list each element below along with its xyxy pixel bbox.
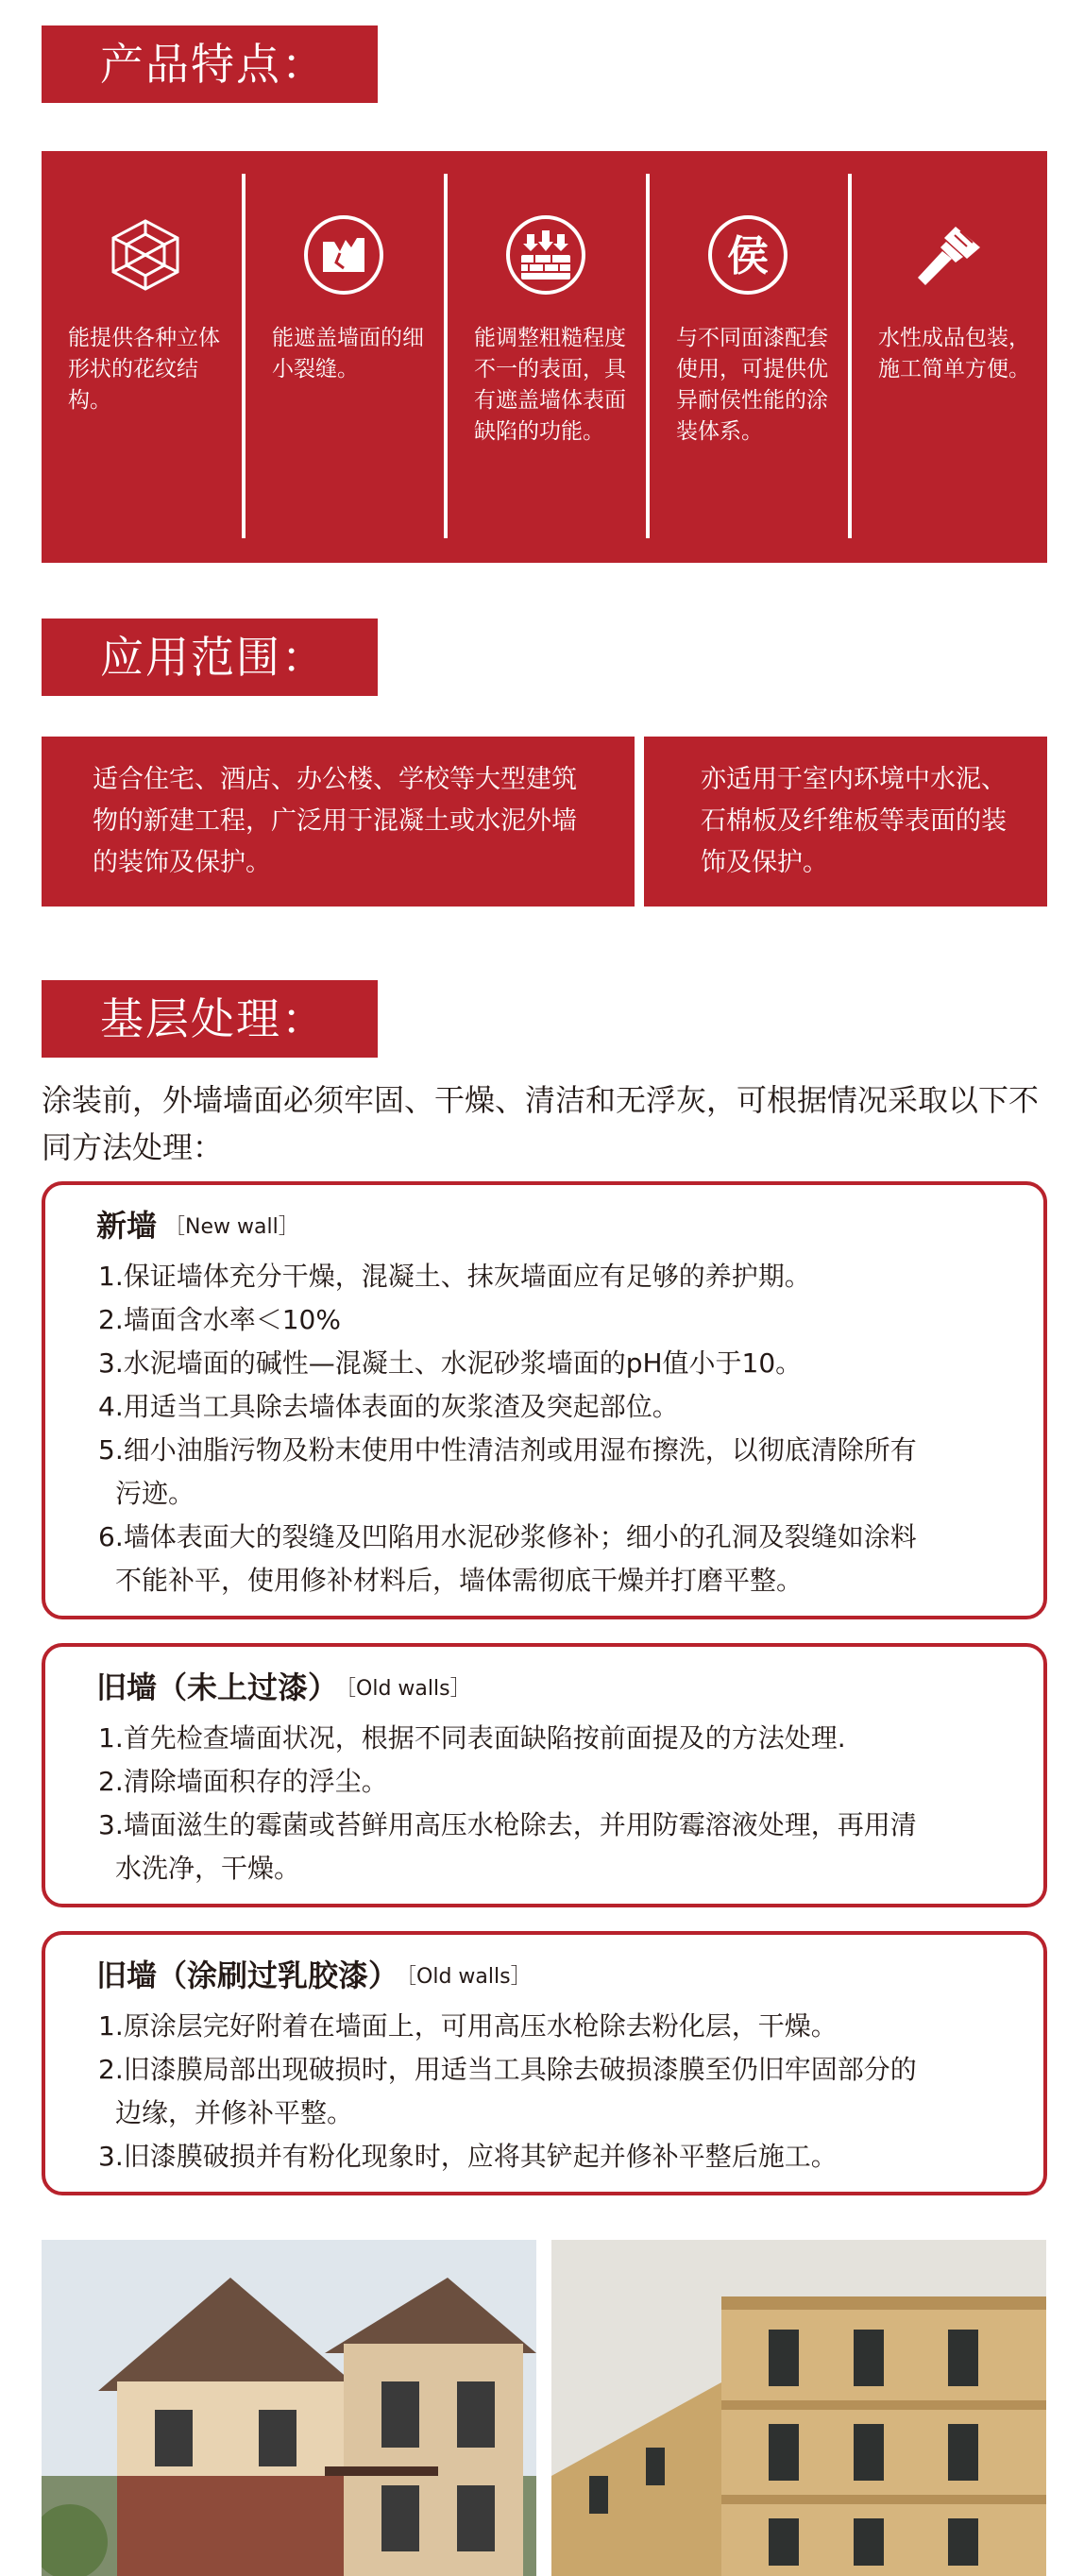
list-item [98, 1516, 1006, 1602]
old-wall-unpainted-tag: ［Old walls］ [346, 1677, 471, 1701]
base-intro: 涂装前，外墙墙面必须牢固、干燥、清洁和无浮灰，可根据情况采取以下不同方法处理： [42, 1082, 1040, 1165]
new-wall-heading [96, 1202, 299, 1251]
new-wall-tag: ［New wall］ [164, 1215, 299, 1239]
list-item [98, 1342, 1006, 1385]
feature-item [852, 151, 1047, 563]
list-item-line: 2.墙面含水率＜10% [98, 1304, 341, 1335]
list-item-line: 6.墙体表面大的裂缝及凹陷用水泥砂浆修补；细小的孔洞及裂缝如涂料 [98, 1521, 917, 1552]
old-wall-latex-box [42, 1931, 1047, 2195]
list-item [98, 1298, 1006, 1342]
old-wall-unpainted-heading [96, 1664, 471, 1713]
feature-text: 能调整粗糙程度不一的表面，具有遮盖墙体表面缺陷的功能。 [474, 326, 626, 444]
old-wall-unpainted-box [42, 1643, 1047, 1907]
feature-text: 水性成品包装，施工简单方便。 [878, 326, 1030, 381]
list-item-line: 1.保证墙体充分干燥，混凝土、抹灰墙面应有足够的养护期。 [98, 1261, 811, 1292]
list-item-line: 4.用适当工具除去墙体表面的灰浆渣及突起部位。 [98, 1391, 679, 1422]
new-wall-list [98, 1255, 1006, 1602]
feature-text: 能遮盖墙面的细小裂缝。 [272, 326, 424, 381]
brick-wall-arrows-icon [504, 213, 587, 297]
list-item [98, 1385, 1006, 1429]
list-item [98, 1760, 1006, 1804]
scope-title: 应用范围： [42, 619, 378, 696]
list-item [98, 1717, 1006, 1760]
building-photo-right [551, 2240, 1046, 2576]
feature-item [650, 151, 848, 563]
feature-item [448, 151, 646, 563]
svg-text:侯: 侯 [727, 232, 769, 280]
list-item-line: 5.细小油脂污物及粉末使用中性清洁剂或用湿布擦洗，以彻底清除所有 [98, 1434, 917, 1466]
old-wall-unpainted-title: 旧墙（未上过漆） [96, 1669, 339, 1705]
protect-char-icon [706, 213, 789, 297]
list-item-continuation: 边缘，并修补平整。 [115, 2097, 354, 2128]
list-item [98, 2048, 1006, 2135]
feature-item [246, 151, 444, 563]
cracked-wall-icon [302, 213, 385, 297]
old-wall-latex-title: 旧墙（涂刷过乳胶漆） [96, 1957, 399, 1993]
new-wall-box [42, 1181, 1047, 1619]
scope-text-right: 亦适用于室内环境中水泥、石棉板及纤维板等表面的装饰及保护。 [644, 737, 1047, 907]
list-item-continuation: 污迹。 [115, 1478, 195, 1509]
house-photo-left [42, 2240, 536, 2576]
list-item [98, 2005, 1006, 2048]
paint-brush-icon [908, 213, 991, 297]
list-item-line: 1.首先检查墙面状况，根据不同表面缺陷按前面提及的方法处理. [98, 1722, 846, 1754]
list-item-continuation: 不能补平，使用修补材料后，墙体需彻底干燥并打磨平整。 [115, 1565, 804, 1596]
list-item [98, 2135, 1006, 2178]
list-item-continuation: 水洗净，干燥。 [115, 1853, 301, 1884]
list-item-line: 3.旧漆膜破损并有粉化现象时，应将其铲起并修补平整后施工。 [98, 2141, 838, 2172]
feature-text: 能提供各种立体形状的花纹结构。 [68, 326, 220, 413]
features-title: 产品特点： [42, 25, 378, 103]
scope-text-left: 适合住宅、酒店、办公楼、学校等大型建筑物的新建工程，广泛用于混凝土或水泥外墙的装饰及保护。 [42, 737, 635, 907]
old-wall-latex-heading [96, 1952, 532, 2001]
old-wall-latex-tag: ［Old walls］ [406, 1965, 532, 1989]
list-item-line: 1.原涂层完好附着在墙面上，可用高压水枪除去粉化层，干燥。 [98, 2010, 838, 2042]
list-item [98, 1255, 1006, 1298]
list-item [98, 1804, 1006, 1890]
features-panel [42, 151, 1047, 563]
pattern-cube-icon [104, 213, 187, 297]
list-item-line: 2.旧漆膜局部出现破损时，用适当工具除去破损漆膜至仍旧牢固部分的 [98, 2054, 917, 2085]
list-item-line: 3.水泥墙面的碱性—混凝土、水泥砂浆墙面的pH值小于10。 [98, 1347, 803, 1379]
list-item-line: 2.清除墙面积存的浮尘。 [98, 1766, 388, 1797]
old-wall-unpainted-list [98, 1717, 1006, 1890]
base-title: 基层处理： [42, 980, 378, 1058]
old-wall-latex-list [98, 2005, 1006, 2178]
list-item [98, 1429, 1006, 1516]
feature-text: 与不同面漆配套使用，可提供优异耐侯性能的涂装体系。 [676, 326, 828, 444]
new-wall-title: 新墙 [96, 1208, 158, 1244]
list-item-line: 3.墙面滋生的霉菌或苔鲜用高压水枪除去，并用防霉溶液处理，再用清 [98, 1809, 917, 1840]
feature-item [42, 151, 242, 563]
